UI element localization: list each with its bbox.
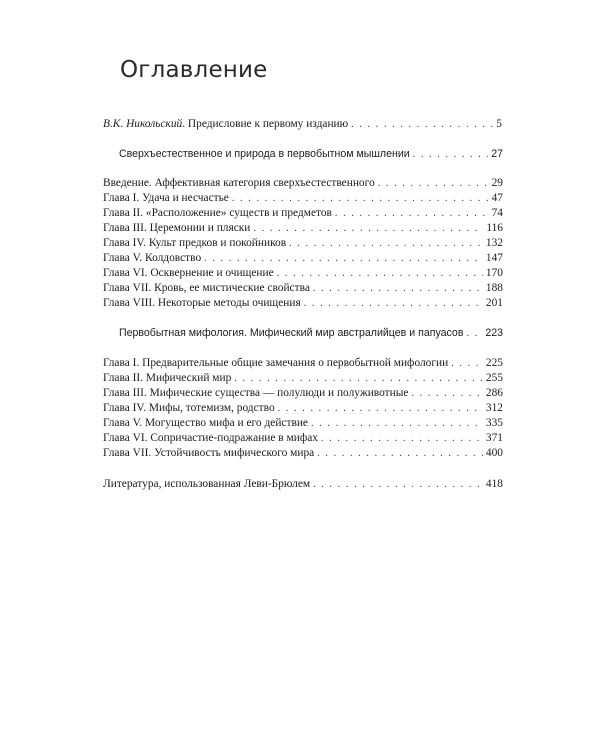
toc-entry-title: Введение. Аффективная категория сверхъестественного — [103, 177, 375, 189]
toc-entry[interactable] — [103, 296, 503, 311]
toc-page-number: 335 — [485, 417, 503, 429]
toc-entry-title: Глава VII. Устойчивость мифического мира — [103, 447, 315, 459]
toc-page-number: 286 — [485, 387, 503, 399]
toc-entry[interactable] — [103, 356, 503, 371]
toc-entry-title: Литература, использованная Леви-Брюлем — [103, 478, 311, 490]
dot-leader — [313, 478, 483, 492]
dot-leader — [351, 118, 493, 132]
toc-entry-title: Глава VI. Осквернение и очищение — [103, 267, 274, 279]
toc-entry-title: Глава VII. Кровь, ее мистические свойства — [103, 282, 310, 294]
toc-page-number: 225 — [485, 357, 503, 369]
toc-page-number: 400 — [485, 447, 503, 459]
toc-entry-preface[interactable] — [103, 117, 502, 132]
toc-page-number: 170 — [485, 267, 503, 279]
toc-page-number: 116 — [486, 222, 503, 234]
dot-leader — [378, 177, 489, 191]
toc-entry[interactable] — [103, 236, 503, 251]
dot-leader — [304, 297, 483, 311]
dot-leader — [277, 267, 483, 281]
toc-entry[interactable] — [103, 191, 503, 206]
toc-page-number: 5 — [496, 118, 502, 130]
toc-page-number: 255 — [485, 372, 503, 384]
dot-leader — [413, 148, 489, 162]
dot-leader — [232, 192, 489, 206]
toc-entry-title: Глава II. Мифический мир — [103, 372, 232, 384]
dot-leader — [335, 207, 489, 221]
toc-page-number: 29 — [491, 177, 503, 189]
dot-leader — [204, 252, 483, 266]
toc-part-2[interactable] — [119, 326, 503, 341]
toc-entry-title: Глава II. «Расположение» существ и предметов — [103, 207, 332, 219]
toc-entry[interactable] — [103, 386, 503, 401]
toc-entry[interactable] — [103, 401, 503, 416]
page-title: Оглавление — [120, 57, 268, 83]
toc-page-number: 147 — [485, 252, 503, 264]
dot-leader — [253, 222, 483, 236]
toc-page-number: 27 — [491, 148, 503, 160]
preface-author: В.К. Никольский — [103, 118, 183, 130]
toc-entry-title: Глава III. Мифические существа — полулюди и полуживотные — [103, 387, 409, 399]
toc-entry[interactable] — [103, 371, 503, 386]
dot-leader — [451, 357, 483, 371]
toc-page-number: 132 — [485, 237, 503, 249]
toc-part-title: Первобытная мифология. Мифический мир австралийцев и папуасов — [119, 327, 464, 339]
dot-leader — [234, 372, 483, 386]
toc-part-title: Сверхъестественное и природа в первобытном мышлении — [119, 148, 410, 160]
preface-text: . Предисловие к первому изданию — [182, 118, 349, 130]
toc-page-number: 312 — [485, 402, 503, 414]
dot-leader — [466, 327, 482, 341]
toc-part-1[interactable] — [119, 147, 503, 162]
dot-leader — [278, 402, 483, 416]
toc-entry[interactable] — [103, 221, 503, 236]
toc-entry[interactable] — [103, 416, 503, 431]
toc-page-number: 201 — [485, 297, 503, 309]
toc-page-number: 223 — [485, 327, 503, 339]
toc-page-number: 371 — [485, 432, 503, 444]
dot-leader — [321, 432, 483, 446]
toc-entry-title: Глава IV. Мифы, тотемизм, родство — [103, 402, 275, 414]
toc-entry-literature[interactable] — [103, 477, 503, 492]
toc-entry[interactable] — [103, 281, 503, 296]
dot-leader — [317, 447, 483, 461]
toc-entry[interactable] — [103, 446, 503, 461]
toc-page-number: 74 — [491, 207, 503, 219]
toc-entry[interactable] — [103, 266, 503, 281]
toc-entry[interactable] — [103, 251, 503, 266]
toc-entry-title: Глава IV. Культ предков и покойников — [103, 237, 287, 249]
toc-entry-title: Глава V. Могущество мифа и его действие — [103, 417, 308, 429]
toc-entry-title: Глава V. Колдовство — [103, 252, 202, 264]
toc-page-number: 47 — [491, 192, 503, 204]
toc-entry[interactable] — [103, 206, 503, 221]
toc-entry-title: Глава VIII. Некоторые методы очищения — [103, 297, 301, 309]
toc-entry[interactable] — [103, 431, 503, 446]
dot-leader — [411, 387, 482, 401]
dot-leader — [289, 237, 483, 251]
toc-entry-title: Глава III. Церемонии и пляски — [103, 222, 251, 234]
dot-leader — [313, 282, 483, 296]
toc-entry-title: Глава I. Предварительные общие замечания о первобытной мифологии — [103, 357, 449, 369]
toc-page-number: 418 — [485, 478, 503, 490]
toc-entry-title — [103, 117, 348, 131]
toc-page-number: 188 — [485, 282, 503, 294]
toc-entry-title: Глава VI. Сопричастие-подражание в мифах — [103, 432, 318, 444]
toc-entry[interactable] — [103, 176, 503, 191]
toc-entry-title: Глава I. Удача и несчастье — [103, 192, 229, 204]
dot-leader — [311, 417, 483, 431]
